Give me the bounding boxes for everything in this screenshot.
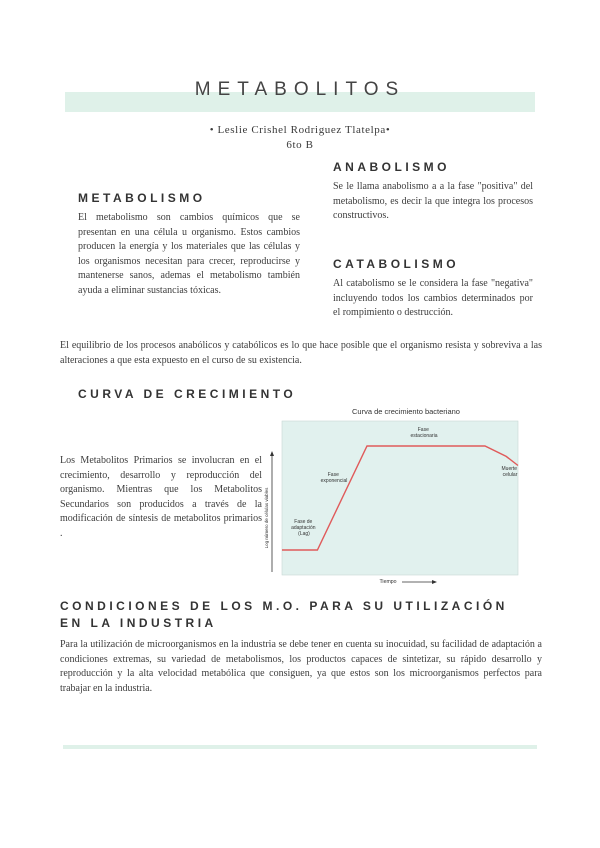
y-axis-arrowhead: [270, 451, 274, 456]
x-axis-arrowhead: [432, 580, 437, 584]
y-axis-label: Log número de células viables: [264, 487, 269, 549]
catabolismo-text: Al catabolismo se le considera la fase "negativa" incluyendo todos los cambios determinados por el rompimiento o destrucción.: [333, 278, 533, 318]
chart-title: Curva de crecimiento bacteriano: [352, 407, 460, 416]
curva-text: Los Metabolitos Primarios se involucran en el crecimiento, desarrollo y reproducción del organismo. Mientras que los Metabolitos Secundarios son producidos a través de la modificación de síntesis de metabolitos primarios .: [60, 455, 262, 539]
author-group: 6to B: [286, 139, 314, 151]
phase-label-lag: Fase de adaptación (Lag): [291, 519, 316, 537]
phase-label-stationary: Fase estacionaria: [410, 427, 438, 439]
condiciones-text: Para la utilización de microorganismos en la industria se debe tener en cuenta su inocuidad, su facilidad de adaptación a condiciones extremas, su variedad de metabolismos, los productos capaces de sintetizar, su rápido desarrollo y reproducción y la alta velocidad metabólica que consiguen, ya que estos son los microorganismos perfectos para trabajar en la industria.: [60, 639, 542, 694]
page-title: METABOLITOS: [194, 79, 406, 100]
x-axis-label: Tiempo: [379, 579, 397, 585]
phase-label-exponential: Fase exponencial: [320, 472, 348, 484]
growth-curve-chart: [262, 406, 534, 586]
author-name: • Leslie Crishel Rodriguez Tlatelpa•: [209, 124, 391, 136]
author-block: [150, 123, 450, 153]
equilibrio-text: El equilibrio de los procesos anabólicos y catabólicos es lo que hace posible que el organismo resista y sobreviva a las alteraciones a que esta expuesto en el curso de su existencia.: [60, 340, 542, 366]
curva-heading: CURVA DE CRECIMIENTO: [78, 387, 297, 401]
metabolismo-heading: METABOLISMO: [78, 191, 206, 205]
anabolismo-text: Se le llama anabolismo a a la fase "positiva" del metabolismo, es decir la que integra los procesos constructivos.: [333, 181, 533, 221]
catabolismo-heading: CATABOLISMO: [333, 257, 460, 271]
metabolismo-text: El metabolismo son cambios químicos que se presentan en una célula u organismo. Estos cambios producen la energía y los materiales que las células y los organismos necesitan para crecer, reproducirse y mantenerse sanos, ademas el metabolismo también ayuda a eliminar sustancias tóxicas.: [78, 212, 300, 296]
condiciones-heading-line2: EN LA INDUSTRIA: [60, 616, 217, 630]
condiciones-heading-line1: CONDICIONES DE LOS M.O. PARA SU UTILIZACIÓN: [60, 599, 508, 613]
anabolismo-heading: ANABOLISMO: [333, 160, 450, 174]
phase-label-death: Muerte celular: [501, 466, 518, 478]
chart-plot-area: [282, 421, 518, 575]
footer-band: [63, 745, 537, 749]
